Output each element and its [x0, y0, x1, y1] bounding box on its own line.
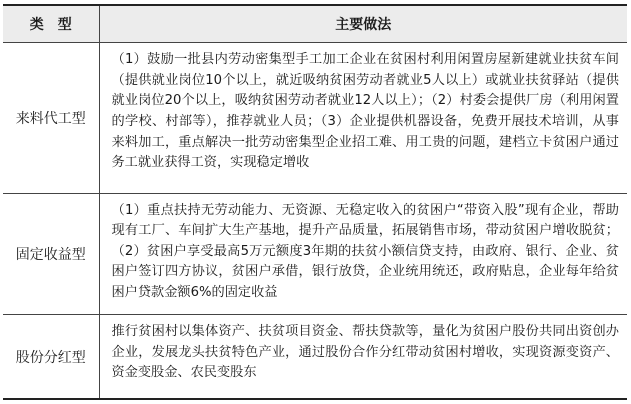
row-description: （1）鼓励一批县内劳动密集型手工加工企业在贫困村利用闲置房屋新建就业扶贫车间（提供就业岗位10个以上，就近吸纳贫困劳动者就业5人以上）或就业扶贫驿站（提供就业岗位20个以上，吸纳贫困劳动者就业12人以上）；（2）村委会提供厂房（利用闲置的学校、村部等），推荐就业人员；（3）企业提供机器设备，免费开展技术培训，从事来料加工，重点解决一批劳动密集型企业招工难、用工贵的问题，建档立卡贫困户通过务工就业获得工资，实现稳定增收 [99, 43, 627, 194]
row-description: （1）重点扶持无劳动能力、无资源、无稳定收入的贫困户“带资入股”现有企业，帮助现有工厂、车间扩大生产基地，提升产品质量，拓展销售市场，带动贫困户增收脱贫；（2）贫困户享受最高5万元额度3年期的扶贫小额信贷支持，由政府、银行、企业、贫困户签订四方协议，贫困户承借，银行放贷，企业统用统还，政府贴息，企业每年给贫困户贷款金额6%的固定收益 [99, 193, 627, 314]
table-row [3, 315, 627, 399]
row-type-label: 来料代工型 [3, 43, 99, 194]
row-type-label: 股份分红型 [3, 315, 99, 399]
row-description: 推行贫困村以集体资产、扶贫项目资金、帮扶贷款等，量化为贫困户股份共同出资创办企业，发展龙头扶贫特色产业，通过股份合作分红带动贫困村增收，实现资源变资产、资金变股金、农民变股东 [99, 315, 627, 399]
header-type: 类 型 [3, 5, 99, 43]
table-header-row [3, 5, 627, 43]
header-measures: 主要做法 [99, 5, 627, 43]
table-row [3, 193, 627, 314]
measures-table [3, 4, 627, 400]
table-row [3, 43, 627, 194]
row-type-label: 固定收益型 [3, 193, 99, 314]
